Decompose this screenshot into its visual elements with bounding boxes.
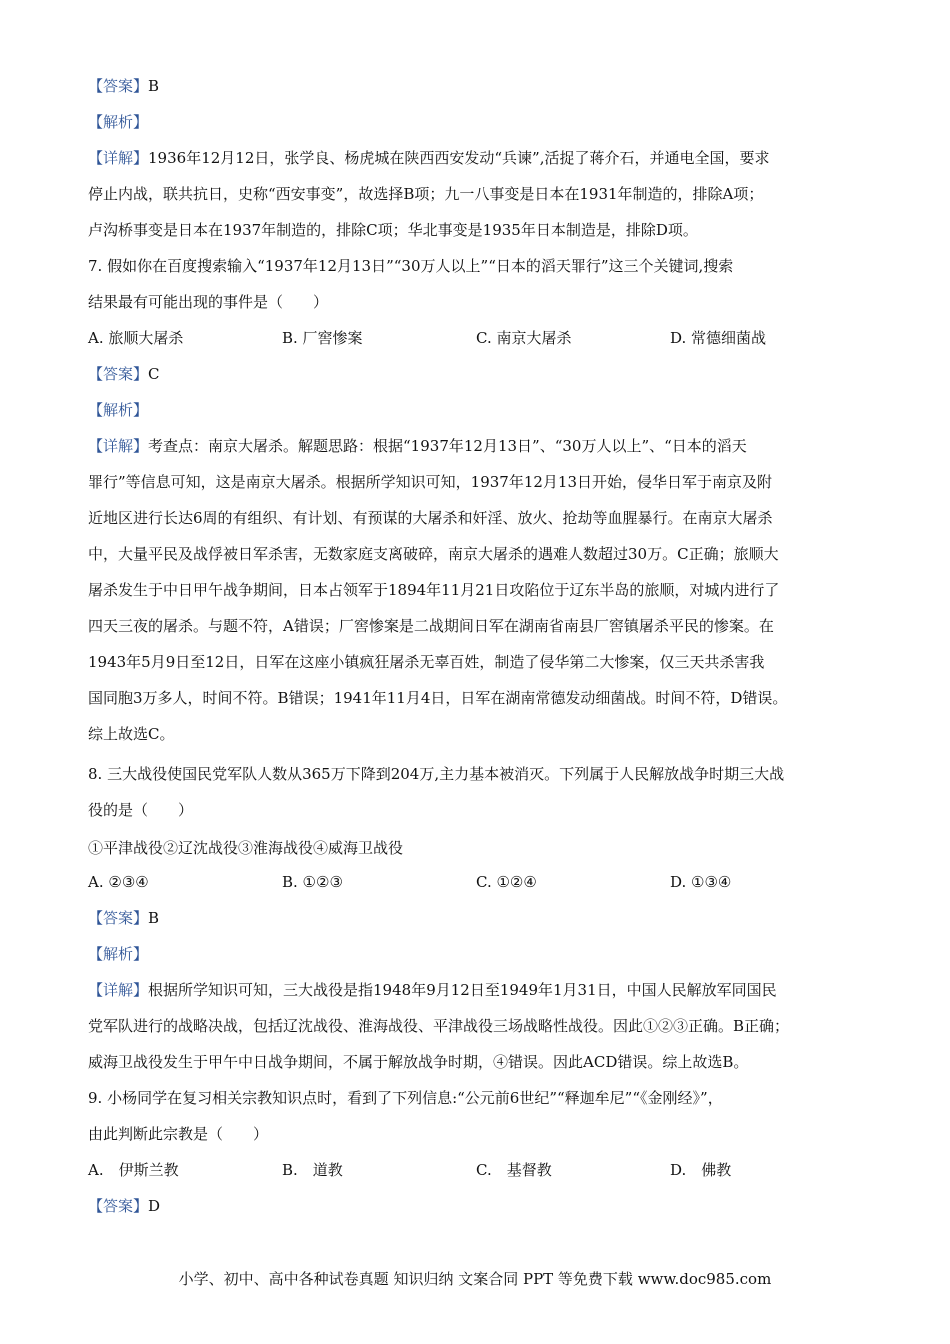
q7-detail-line-5: 屠杀发生于中日甲午战争期间，日本占领军于1894年11月21日攻陷位于辽东半岛的旅顺，对城内进行了: [88, 581, 780, 599]
q6-analysis-line: [88, 112, 148, 132]
q7-option-a: A. 旅顺大屠杀: [88, 329, 184, 347]
q7-analysis-line: [88, 400, 148, 420]
detail-tag: 【详解】: [88, 149, 149, 167]
q8-analysis-line: [88, 944, 148, 964]
q8-stem-line-3: ①平津战役②辽沈战役③淮海战役④威海卫战役: [88, 839, 404, 857]
q7-detail-line-2: 罪行”等信息可知，这是南京大屠杀。根据所学知识可知，1937年12月13日开始，侵华日军于南京及附: [88, 473, 773, 491]
q7-detail-line-8: 国同胞3万多人，时间不符。B错误；1941年11月4日，日军在湖南常德发动细菌战。时间不符，D错误。: [88, 689, 788, 707]
q8-option-a: A. ②③④: [88, 873, 149, 891]
q9-option-c: C. 基督教: [476, 1161, 552, 1179]
analysis-tag: 【解析】: [88, 945, 149, 963]
detail-text: 1936年12月12日，张学良、杨虎城在陕西西安发动“兵谏”,活捉了蒋介石，并通电全国，要求: [148, 149, 770, 167]
q7-detail-line-3: 近地区进行长达6周的有组织、有计划、有预谋的大屠杀和奸淫、放火、抢劫等血腥暴行。在南京大屠杀: [88, 509, 773, 527]
q7-detail-line-1: [88, 436, 747, 456]
q8-stem-line-2: 役的是（ ）: [88, 801, 194, 819]
q8-detail-line-2: 党军队进行的战略决战，包括辽沈战役、淮海战役、平津战役三场战略性战役。因此①②③正确。B正确；: [88, 1017, 790, 1035]
detail-tag: 【详解】: [88, 981, 149, 999]
analysis-tag: 【解析】: [88, 401, 149, 419]
q7-option-b: B. 厂窖惨案: [282, 329, 363, 347]
q9-option-d: D. 佛教: [670, 1161, 732, 1179]
q6-detail-line-2: 停止内战，联共抗日，史称“西安事变”，故选择B项；九一八事变是日本在1931年制造的，排除A项；: [88, 185, 764, 203]
q7-detail-line-6: 四天三夜的屠杀。与题不符，A错误；厂窖惨案是二战期间日军在湖南省南县厂窖镇屠杀平民的惨案。在: [88, 617, 774, 635]
detail-text: 根据所学知识可知，三大战役是指1948年9月12日至1949年1月31日，中国人民解放军同国民: [148, 981, 777, 999]
q9-option-b: B. 道教: [282, 1161, 343, 1179]
answer-value: D: [148, 1197, 161, 1215]
answer-tag: 【答案】: [88, 1197, 149, 1215]
detail-tag: 【详解】: [88, 437, 149, 455]
q7-stem-line-1: 7. 假如你在百度搜索输入“1937年12月13日”“30万人以上”“日本的滔天罪行”这三个关键词,搜索: [88, 257, 734, 275]
q7-option-d: D. 常德细菌战: [670, 329, 767, 347]
q7-detail-line-7: 1943年5月9日至12日，日军在这座小镇疯狂屠杀无辜百姓，制造了侵华第二大惨案，仅三天共杀害我: [88, 653, 765, 671]
q9-answer-line: [88, 1196, 160, 1216]
detail-text: 考查点：南京大屠杀。解题思路：根据“1937年12月13日”、“30万人以上”、“日本的滔天: [148, 437, 747, 455]
analysis-tag: 【解析】: [88, 113, 149, 131]
q6-answer-line: [88, 76, 159, 96]
q8-stem-line-1: 8. 三大战役使国民党军队人数从365万下降到204万,主力基本被消灭。下列属于人民解放战争时期三大战: [88, 765, 785, 783]
q8-option-c: C. ①②④: [476, 873, 537, 891]
q7-answer-line: [88, 364, 160, 384]
answer-tag: 【答案】: [88, 365, 149, 383]
q8-detail-line-1: [88, 980, 777, 1000]
q9-option-a: A. 伊斯兰教: [88, 1161, 179, 1179]
q6-detail-line-1: [88, 148, 769, 168]
q8-detail-line-3: 威海卫战役发生于甲午中日战争期间，不属于解放战争时期，④错误。因此ACD错误。综上故选B。: [88, 1053, 749, 1071]
answer-value: B: [148, 909, 160, 927]
q7-option-c: C. 南京大屠杀: [476, 329, 572, 347]
q6-detail-line-3: 卢沟桥事变是日本在1937年制造的，排除C项；华北事变是1935年日本制造是，排除D项。: [88, 221, 698, 239]
q7-stem-line-2: 结果最有可能出现的事件是（ ）: [88, 293, 329, 311]
q8-option-b: B. ①②③: [282, 873, 343, 891]
q7-detail-line-4: 中，大量平民及战俘被日军杀害，无数家庭支离破碎，南京大屠杀的遇难人数超过30万。C正确；旅顺大: [88, 545, 779, 563]
q9-stem-line-1: 9. 小杨同学在复习相关宗教知识点时，看到了下列信息:“公元前6世纪”“释迦牟尼”“《金刚经》”，: [88, 1089, 723, 1107]
q9-stem-line-2: 由此判断此宗教是（ ）: [88, 1125, 269, 1143]
q8-answer-line: [88, 908, 159, 928]
answer-value: B: [148, 77, 160, 95]
q7-detail-line-9: 综上故选C。: [88, 725, 175, 743]
answer-tag: 【答案】: [88, 77, 149, 95]
answer-tag: 【答案】: [88, 909, 149, 927]
page-footer: 小学、初中、高中各种试卷真题 知识归纳 文案合同 PPT 等免费下载 www.doc985.com: [178, 1270, 772, 1288]
q8-option-d: D. ①③④: [670, 873, 732, 891]
answer-value: C: [148, 365, 160, 383]
